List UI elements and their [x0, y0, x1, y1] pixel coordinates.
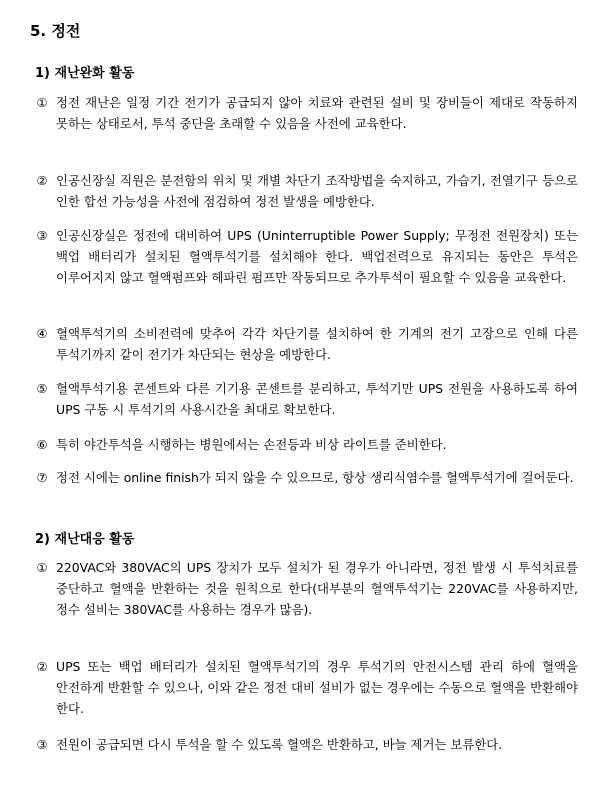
- item-text: 전원이 공급되면 다시 투석을 할 수 있도록 혈액은 반환하고, 바늘 제거는 보류한다.: [56, 737, 503, 752]
- mitigation-item-4: [30, 323, 578, 365]
- item-number: ①: [36, 560, 48, 575]
- item-number: ⑥: [36, 437, 48, 452]
- item-text: 인공신장실은 정전에 대비하여 UPS (Uninterruptible Power Supply; 무정전 전원장치) 또는 백업 배터리가 설치된 혈액투석기를 설치해야 한다. 백업전력으로 유지되는 동안은 투석은 이루어지지 않고 혈액펌프와 헤파린 펌프만 작동되므로 추가투석이 필요할 수 있음을 교육한다.: [56, 228, 578, 285]
- response-item-3: [30, 734, 578, 755]
- mitigation-item-1: [30, 92, 578, 134]
- item-text: 혈액투석기용 콘센트와 다른 기기용 콘센트를 분리하고, 투석기만 UPS 전원을 사용하도록 하여 UPS 구동 시 투석기의 사용시간을 최대로 확보한다.: [56, 381, 578, 417]
- section-title: 5. 정전: [30, 22, 81, 40]
- item-number: ②: [36, 173, 48, 188]
- item-number: ⑦: [36, 470, 48, 485]
- response-item-1: [30, 557, 578, 620]
- item-text: 인공신장실 직원은 분전함의 위치 및 개별 차단기 조작방법을 숙지하고, 가습기, 전열기구 등으로 인한 합선 가능성을 사전에 점검하여 정전 발생을 예방한다.: [56, 173, 578, 209]
- item-text: 특히 야간투석을 시행하는 병원에서는 손전등과 비상 라이트를 준비한다.: [56, 437, 447, 452]
- mitigation-item-3: [30, 225, 578, 288]
- item-text: 정전 시에는 online finish가 되지 않을 수 있으므로, 항상 생리식염수를 혈액투석기에 걸어둔다.: [56, 470, 574, 485]
- item-number: ③: [36, 228, 48, 243]
- item-number: ③: [36, 737, 48, 752]
- item-text: 혈액투석기의 소비전력에 맞추어 각각 차단기를 설치하여 한 기계의 전기 고장으로 인해 다른 투석기까지 같이 전기가 차단되는 현상을 예방한다.: [56, 326, 578, 362]
- item-text: 220VAC와 380VAC의 UPS 장치가 모두 설치가 된 경우가 아니라면, 정전 발생 시 투석치료를 중단하고 혈액을 반환하는 것을 원칙으로 한다(대부분의 혈액투석기는 220VAC를 사용하지만, 정수 설비는 380VAC를 사용하는 경우가 많음).: [56, 560, 578, 617]
- mitigation-heading: 1) 재난완화 활동: [35, 66, 135, 81]
- item-number: ⑤: [36, 381, 48, 396]
- mitigation-item-5: [30, 378, 578, 420]
- item-number: ①: [36, 95, 48, 110]
- response-item-2: [30, 656, 578, 719]
- item-text: UPS 또는 백업 배터리가 설치된 혈액투석기의 경우 투석기의 안전시스템 관리 하에 혈액을 안전하게 반환할 수 있으나, 이와 같은 정전 대비 설비가 없는 경우에는 수동으로 혈액을 반환해야 한다.: [56, 659, 578, 716]
- mitigation-item-2: [30, 170, 578, 212]
- item-number: ④: [36, 326, 48, 341]
- mitigation-item-7: [30, 467, 578, 488]
- item-number: ②: [36, 659, 48, 674]
- mitigation-item-6: [30, 434, 578, 455]
- item-text: 정전 재난은 일정 기간 전기가 공급되지 않아 치료와 관련된 설비 및 장비들이 제대로 작동하지 못하는 상태로서, 투석 중단을 초래할 수 있음을 사전에 교육한다.: [56, 95, 578, 131]
- response-heading: 2) 재난대응 활동: [35, 532, 135, 547]
